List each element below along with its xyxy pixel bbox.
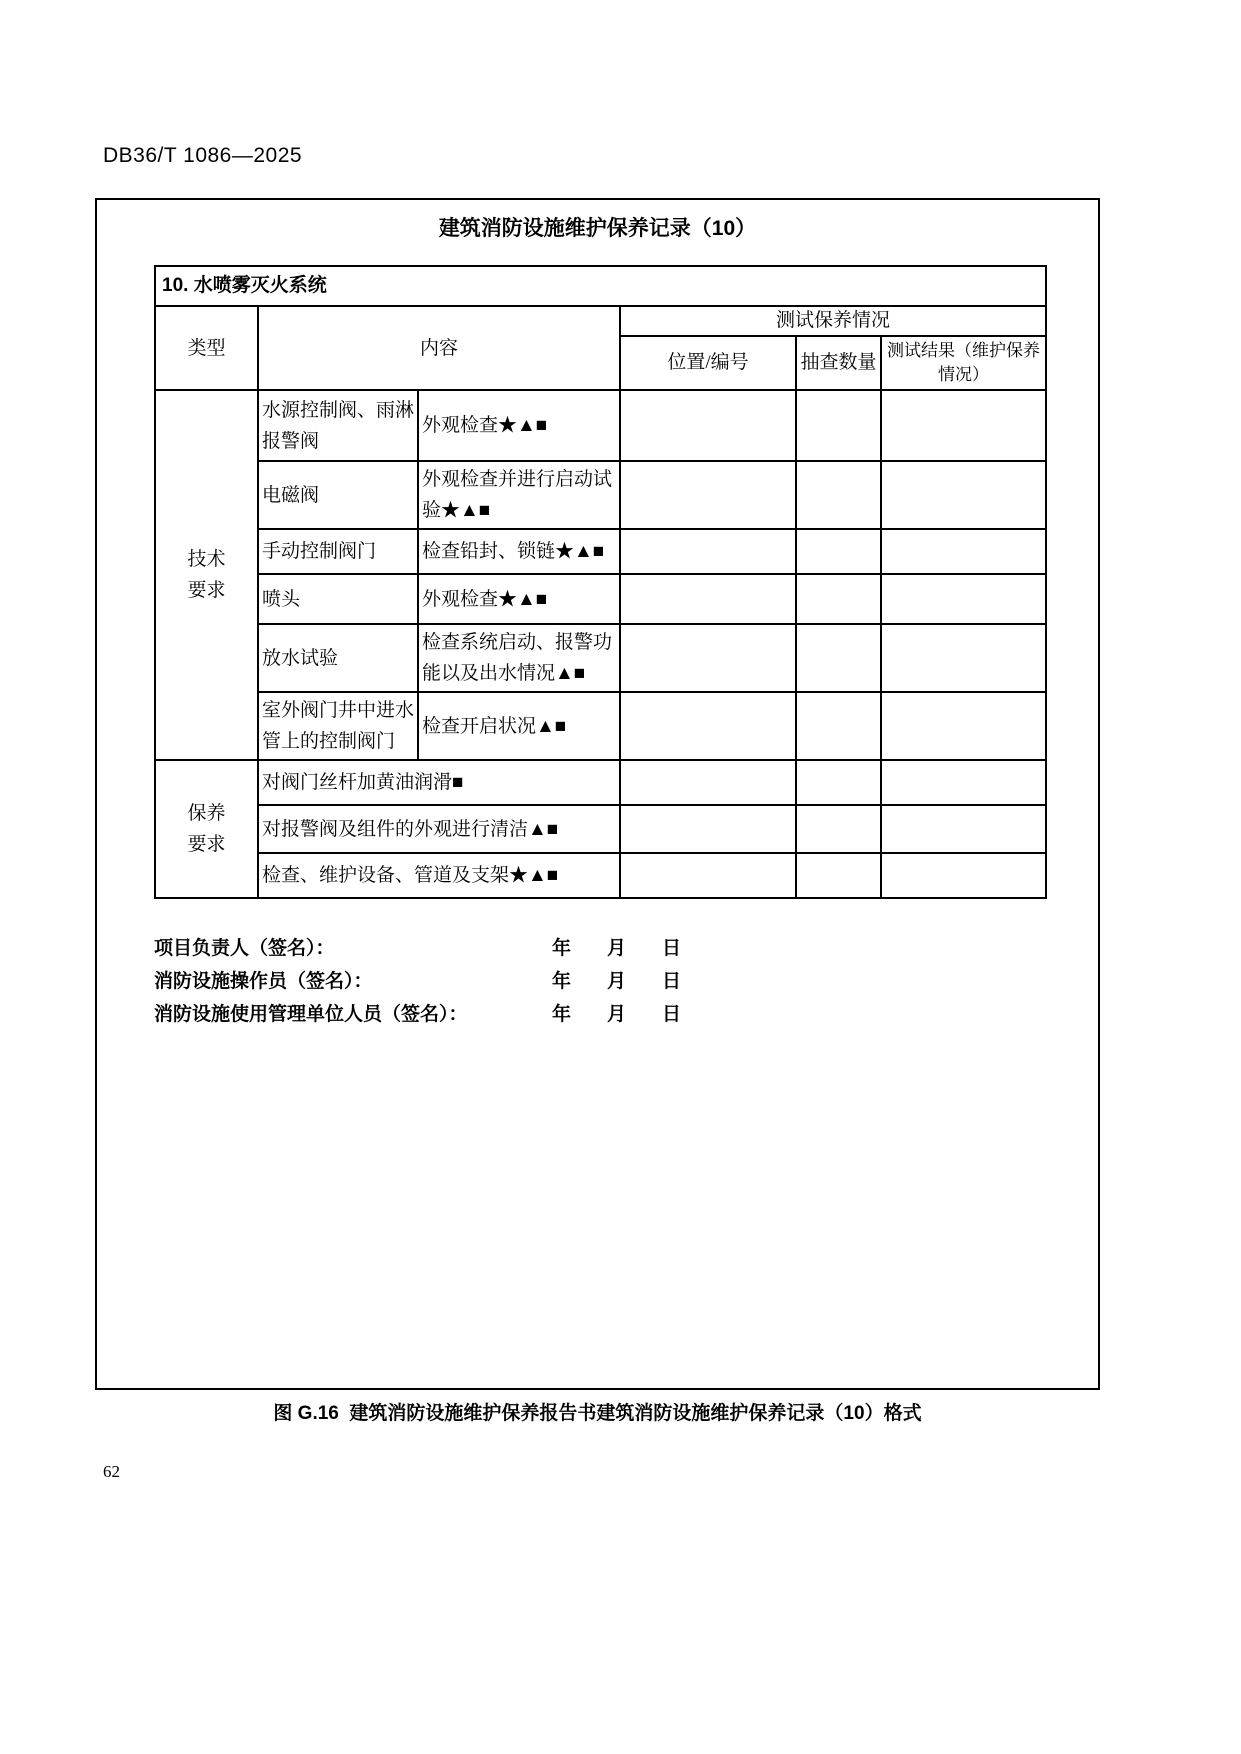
location-value-cell	[620, 760, 796, 805]
signature-label: 消防设施操作员（签名）：	[154, 971, 373, 992]
year-label: 年	[552, 971, 572, 992]
item-cell: 手动控制阀门	[258, 529, 418, 574]
location-value-cell	[620, 574, 796, 624]
sample-qty-value-cell	[796, 853, 881, 898]
location-value-cell	[620, 624, 796, 692]
month-label: 月	[607, 971, 627, 992]
group-label-technical	[155, 390, 258, 760]
location-value-cell	[620, 805, 796, 853]
signature-date	[552, 932, 717, 965]
column-header-content: 内容	[258, 306, 620, 390]
signature-date	[552, 998, 717, 1031]
sample-qty-value-cell	[796, 624, 881, 692]
signature-row-project-leader	[154, 932, 1045, 965]
maintenance-record-table	[154, 265, 1047, 899]
content-cell: 检查、维护设备、管道及支架★▲■	[258, 853, 620, 898]
location-value-cell	[620, 529, 796, 574]
form-box	[95, 198, 1100, 1390]
table-row	[155, 624, 1046, 692]
result-value-cell	[881, 390, 1046, 461]
content-cell: 检查开启状况▲■	[418, 692, 620, 760]
sample-qty-value-cell	[796, 390, 881, 461]
signature-label: 项目负责人（签名）：	[154, 938, 335, 959]
signature-label: 消防设施使用管理单位人员（签名）：	[154, 1004, 468, 1025]
item-cell: 喷头	[258, 574, 418, 624]
content-cell: 外观检查★▲■	[418, 574, 620, 624]
location-value-cell	[620, 390, 796, 461]
sample-qty-value-cell	[796, 461, 881, 529]
content-cell: 外观检查★▲■	[418, 390, 620, 461]
section-row	[155, 266, 1046, 306]
column-header-type: 类型	[155, 306, 258, 390]
table-row	[155, 461, 1046, 529]
content-cell: 外观检查并进行启动试验★▲■	[418, 461, 620, 529]
content-cell: 对阀门丝杆加黄油润滑■	[258, 760, 620, 805]
signature-row-management-unit	[154, 998, 1045, 1031]
group-label-text: 技术要求	[187, 549, 226, 601]
day-label: 日	[662, 938, 682, 959]
content-cell: 对报警阀及组件的外观进行清洁▲■	[258, 805, 620, 853]
year-label: 年	[552, 1004, 572, 1025]
result-value-cell	[881, 853, 1046, 898]
form-title: 建筑消防设施维护保养记录（10）	[438, 217, 757, 240]
location-value-cell	[620, 461, 796, 529]
item-cell: 放水试验	[258, 624, 418, 692]
signature-block	[154, 932, 1045, 1031]
location-value-cell	[620, 692, 796, 760]
month-label: 月	[607, 1004, 627, 1025]
content-cell: 检查系统启动、报警功能以及出水情况▲■	[418, 624, 620, 692]
signature-date	[552, 965, 717, 998]
page-number: 62	[103, 1462, 120, 1481]
result-value-cell	[881, 692, 1046, 760]
column-header-sample-qty: 抽查数量	[796, 336, 881, 390]
column-header-result: 测试结果（维护保养情况）	[881, 336, 1046, 390]
table-row	[155, 760, 1046, 805]
month-label: 月	[607, 938, 627, 959]
year-label: 年	[552, 938, 572, 959]
table-row	[155, 529, 1046, 574]
sample-qty-value-cell	[796, 805, 881, 853]
table-row	[155, 805, 1046, 853]
result-value-cell	[881, 760, 1046, 805]
item-cell: 电磁阀	[258, 461, 418, 529]
result-value-cell	[881, 574, 1046, 624]
column-header-test-group: 测试保养情况	[620, 306, 1046, 336]
sample-qty-value-cell	[796, 574, 881, 624]
content-cell: 检查铅封、锁链★▲■	[418, 529, 620, 574]
sample-qty-value-cell	[796, 529, 881, 574]
table-row	[155, 692, 1046, 760]
figure-caption: 图 G.16 建筑消防设施维护保养报告书建筑消防设施维护保养记录（10）格式	[273, 1403, 922, 1424]
header-row-group	[155, 306, 1046, 336]
result-value-cell	[881, 529, 1046, 574]
sample-qty-value-cell	[796, 760, 881, 805]
standard-number: DB36/T 1086—2025	[103, 144, 303, 167]
signature-row-operator	[154, 965, 1045, 998]
day-label: 日	[662, 1004, 682, 1025]
result-value-cell	[881, 805, 1046, 853]
item-cell: 室外阀门井中进水管上的控制阀门	[258, 692, 418, 760]
item-cell: 水源控制阀、雨淋报警阀	[258, 390, 418, 461]
day-label: 日	[662, 971, 682, 992]
table-row	[155, 574, 1046, 624]
group-label-maintenance	[155, 760, 258, 898]
result-value-cell	[881, 624, 1046, 692]
table-row	[155, 390, 1046, 461]
table-row	[155, 853, 1046, 898]
result-value-cell	[881, 461, 1046, 529]
location-value-cell	[620, 853, 796, 898]
group-label-text: 保养要求	[187, 803, 226, 855]
column-header-location: 位置/编号	[620, 336, 796, 390]
section-label: 10. 水喷雾灭火系统	[155, 266, 1046, 306]
sample-qty-value-cell	[796, 692, 881, 760]
